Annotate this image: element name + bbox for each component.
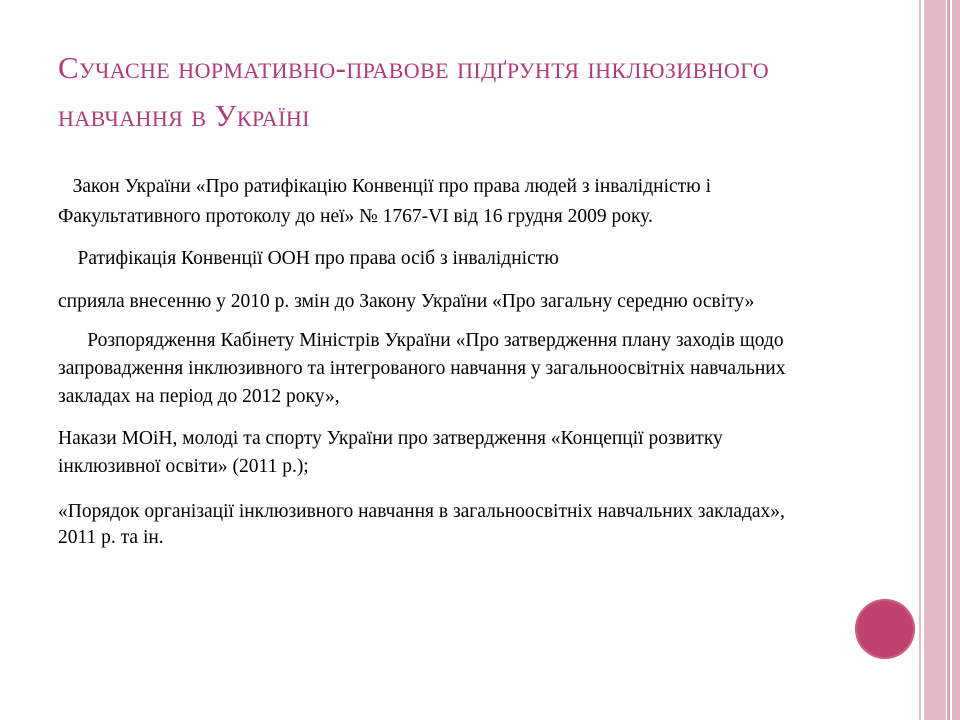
paragraph-law-ratification: Закон України «Про ратифікацію Конвенції про права людей з інвалідністю і Факультативного протоколу до неї» № 1767-VI від 16 грудня 2009 року. xyxy=(58,176,712,227)
stripe-edge xyxy=(952,0,960,720)
stripe-thin-1 xyxy=(919,0,921,720)
paragraph-un-convention: Ратифікація Конвенції ООН про права осіб з інвалідністю xyxy=(58,248,559,269)
decorative-circle xyxy=(855,599,915,659)
decorative-side-stripes xyxy=(919,0,960,720)
stripe-wide xyxy=(924,0,946,720)
slide-body xyxy=(58,172,828,551)
slide-title: Сучасне нормативно-правове підґрунтя інклюзивного навчання в Україні xyxy=(58,50,770,133)
paragraph-cabinet-order: Розпорядження Кабінету Міністрів України «Про затвердження плану заходів щодо запровадження інклюзивного та інтегрованого навчання у загальноосвітніх навчальних закладах на період до 2012 року», xyxy=(58,330,786,407)
paragraph-education-law-changes: сприяла внесенню у 2010 р. змін до Закону України «Про загальну середню освіту» xyxy=(58,291,755,312)
stripe-thin-2 xyxy=(947,0,950,720)
paragraph-inclusive-procedure: «Порядок організації інклюзивного навчання в загальноосвітніх навчальних закладах», 2011 р. та ін. xyxy=(58,501,785,548)
paragraph-ministry-orders: Накази МОіН, молоді та спорту України про затвердження «Концепції розвитку інклюзивної освіти» (2011 р.); xyxy=(58,428,723,477)
